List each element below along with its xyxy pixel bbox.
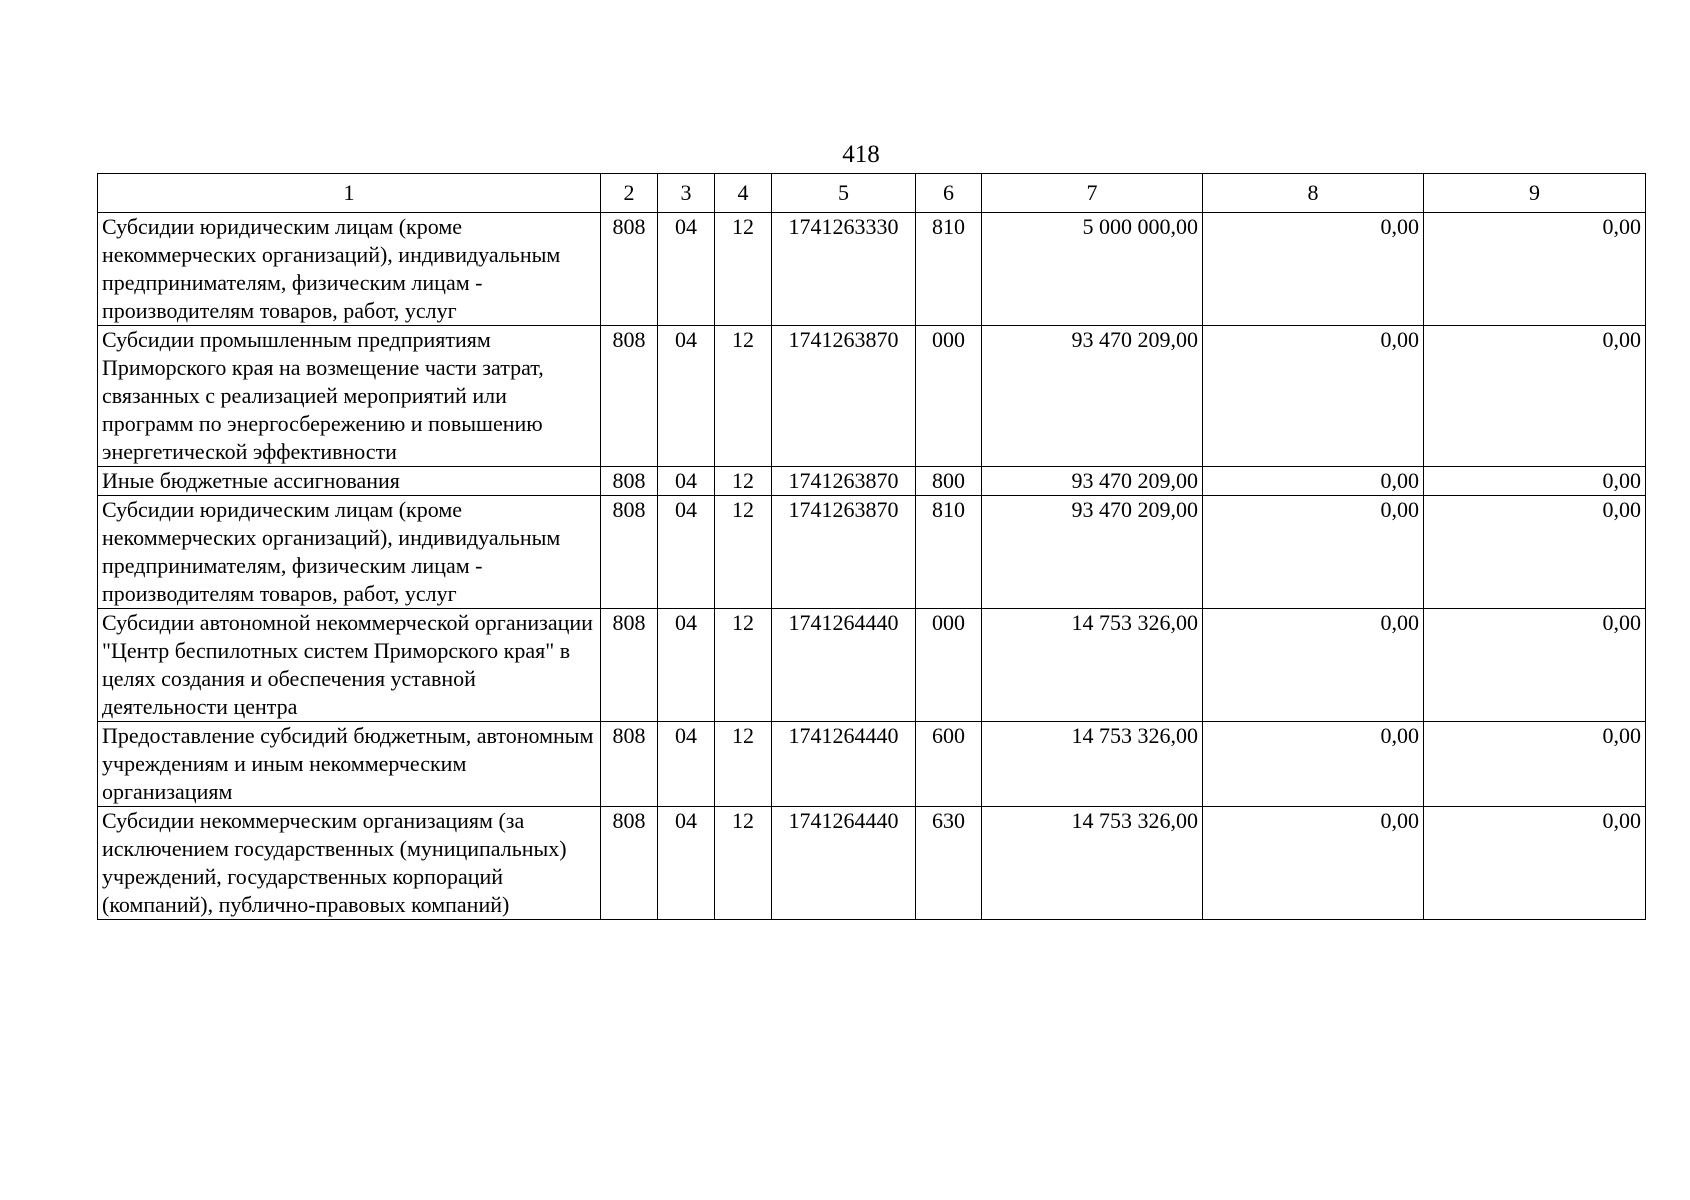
row-code-6: 630 [916, 807, 982, 920]
row-amount-8: 0,00 [1203, 496, 1424, 609]
table-row [98, 213, 1646, 326]
table-row [98, 609, 1646, 722]
header-cell-2: 2 [601, 174, 658, 213]
row-amount-9: 0,00 [1424, 807, 1646, 920]
row-amount-8: 0,00 [1203, 722, 1424, 807]
row-code-5: 1741263870 [772, 496, 916, 609]
page-number: 418 [842, 141, 880, 168]
table-row [98, 722, 1646, 807]
row-code-5: 1741264440 [772, 609, 916, 722]
row-code-5: 1741263330 [772, 213, 916, 326]
row-code-4: 12 [715, 609, 772, 722]
row-code-2: 808 [601, 722, 658, 807]
row-amount-9: 0,00 [1424, 496, 1646, 609]
header-cell-4: 4 [715, 174, 772, 213]
row-code-2: 808 [601, 609, 658, 722]
row-amount-7: 14 753 326,00 [982, 722, 1203, 807]
row-name: Субсидии автономной некоммерческой организации "Центр беспилотных систем Приморского края" в целях создания и обеспечения уставной деятельности центра [98, 609, 601, 722]
row-amount-7: 93 470 209,00 [982, 467, 1203, 496]
row-code-4: 12 [715, 722, 772, 807]
row-amount-7: 14 753 326,00 [982, 807, 1203, 920]
row-amount-9: 0,00 [1424, 722, 1646, 807]
row-code-5: 1741264440 [772, 807, 916, 920]
row-amount-8: 0,00 [1203, 467, 1424, 496]
row-name: Субсидии промышленным предприятиям Приморского края на возмещение части затрат, связанных с реализацией мероприятий или программ по энергосбережению и повышению энергетической эффективности [98, 326, 601, 467]
row-code-6: 810 [916, 213, 982, 326]
row-name: Предоставление субсидий бюджетным, автономным учреждениям и иным некоммерческим организациям [98, 722, 601, 807]
header-row [98, 174, 1646, 213]
budget-table [97, 173, 1646, 920]
row-code-3: 04 [658, 326, 715, 467]
header-cell-8: 8 [1203, 174, 1424, 213]
row-code-3: 04 [658, 496, 715, 609]
header-cell-9: 9 [1424, 174, 1646, 213]
row-code-2: 808 [601, 467, 658, 496]
row-code-6: 600 [916, 722, 982, 807]
row-name: Субсидии некоммерческим организациям (за исключением государственных (муниципальных) учреждений, государственных корпораций (компаний), публично-правовых компаний) [98, 807, 601, 920]
row-amount-8: 0,00 [1203, 807, 1424, 920]
row-amount-7: 93 470 209,00 [982, 326, 1203, 467]
row-code-4: 12 [715, 807, 772, 920]
header-cell-5: 5 [772, 174, 916, 213]
row-name: Субсидии юридическим лицам (кроме некоммерческих организаций), индивидуальным предпринимателям, физическим лицам - производителям товаров, работ, услуг [98, 213, 601, 326]
row-code-4: 12 [715, 326, 772, 467]
row-amount-9: 0,00 [1424, 326, 1646, 467]
row-code-4: 12 [715, 213, 772, 326]
row-amount-7: 5 000 000,00 [982, 213, 1203, 326]
row-code-2: 808 [601, 326, 658, 467]
row-code-6: 800 [916, 467, 982, 496]
row-amount-8: 0,00 [1203, 326, 1424, 467]
row-code-5: 1741263870 [772, 326, 916, 467]
row-amount-9: 0,00 [1424, 213, 1646, 326]
row-code-4: 12 [715, 496, 772, 609]
row-amount-7: 93 470 209,00 [982, 496, 1203, 609]
row-code-3: 04 [658, 722, 715, 807]
table-row [98, 496, 1646, 609]
row-code-6: 000 [916, 609, 982, 722]
row-code-3: 04 [658, 467, 715, 496]
row-amount-8: 0,00 [1203, 609, 1424, 722]
row-code-6: 810 [916, 496, 982, 609]
header-cell-1: 1 [98, 174, 601, 213]
row-name: Иные бюджетные ассигнования [98, 467, 601, 496]
header-cell-7: 7 [982, 174, 1203, 213]
row-name: Субсидии юридическим лицам (кроме некоммерческих организаций), индивидуальным предпринимателям, физическим лицам - производителям товаров, работ, услуг [98, 496, 601, 609]
row-code-2: 808 [601, 496, 658, 609]
row-code-4: 12 [715, 467, 772, 496]
row-amount-9: 0,00 [1424, 609, 1646, 722]
header-cell-3: 3 [658, 174, 715, 213]
row-code-3: 04 [658, 213, 715, 326]
table-row [98, 326, 1646, 467]
row-code-5: 1741263870 [772, 467, 916, 496]
row-code-3: 04 [658, 807, 715, 920]
row-amount-7: 14 753 326,00 [982, 609, 1203, 722]
header-cell-6: 6 [916, 174, 982, 213]
row-code-3: 04 [658, 609, 715, 722]
row-code-6: 000 [916, 326, 982, 467]
row-amount-8: 0,00 [1203, 213, 1424, 326]
row-code-5: 1741264440 [772, 722, 916, 807]
row-code-2: 808 [601, 213, 658, 326]
table-row [98, 807, 1646, 920]
row-amount-9: 0,00 [1424, 467, 1646, 496]
row-code-2: 808 [601, 807, 658, 920]
table-row [98, 467, 1646, 496]
